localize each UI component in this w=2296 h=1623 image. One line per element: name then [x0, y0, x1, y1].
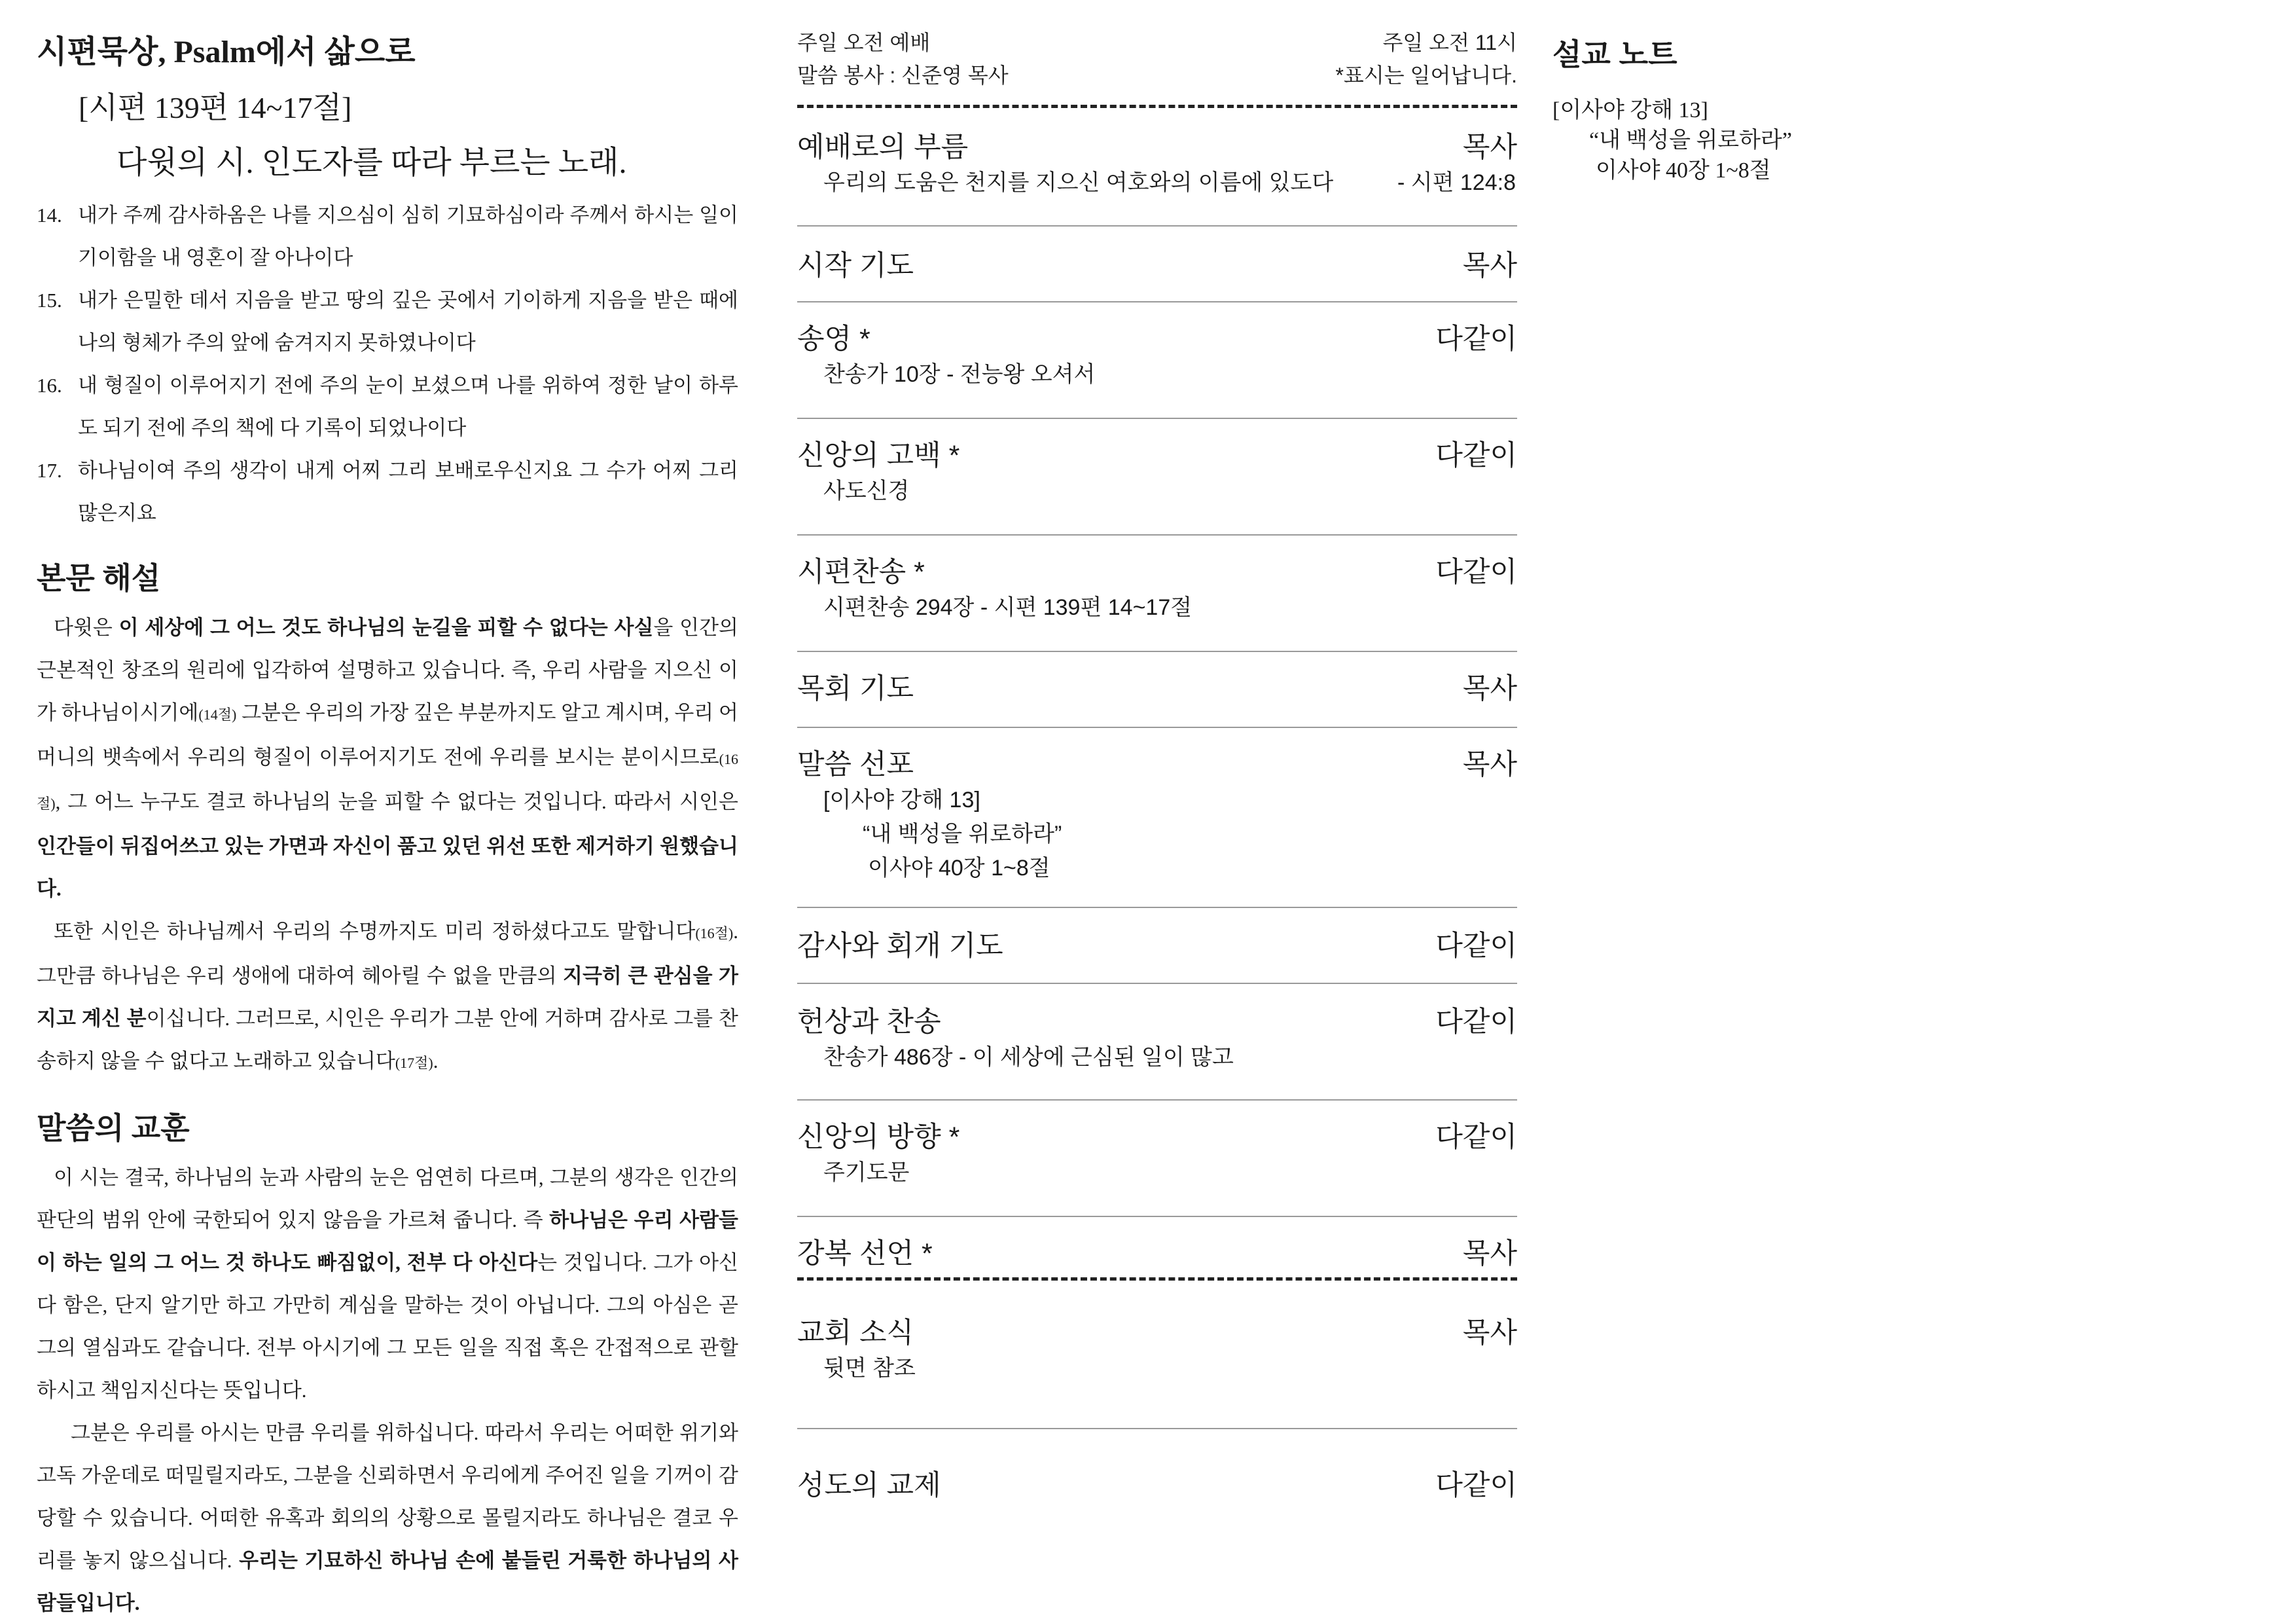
order-item: [797, 227, 1517, 302]
order-item-detail: 뒷면 참조: [823, 1356, 916, 1381]
order-item-title: 송영 *: [797, 323, 870, 355]
meditation-column: [37, 26, 738, 1623]
service-name: 주일 오전 예배: [797, 31, 931, 54]
explanation-paragraph-1: 다윗은 이 세상에 그 어느 것도 하나님의 눈길을 피할 수 없다는 사실을 인간의 근본적인 창조의 원리에 입각하여 설명하고 있습니다. 즉, 우리 사람을 지으신 이가 하나님이시기에(14절) 그분은 우리의 가장 깊은 부분까지도 알고 계시며, 우리 어머니의 뱃속에서 우리의 형질이 이루어지기도 전에 우리를 보시는 분이시므로(16절), 그 어느 누구도 결코 하나님의 눈을 피할 수 없다는 것입니다. 따라서 시인은 인간들이 뒤집어쓰고 있는 가면과 자신이 품고 있던 위선 또한 제거하기 원했습니다.: [37, 616, 738, 900]
verse-item: [37, 279, 738, 364]
order-item-leader: 목사: [1462, 249, 1517, 282]
order-item-reference: - 시편 124:8: [1397, 170, 1516, 195]
lesson-paragraph-1: 이 시는 결국, 하나님의 눈과 사람의 눈은 엄연히 다르며, 그분의 생각은 인간의 판단의 범위 안에 국한되어 있지 않음을 가르쳐 줍니다. 즉 하나님은 우리 사람들이 하는 일의 그 어느 것 하나도 빠짐없이, 전부 다 아신다는 것입니다. 그가 아신다 함은, 단지 알기만 하고 가만히 계심을 말하는 것이 아닙니다. 그의 아심은 곧 그의 열심과도 같습니다. 전부 아시기에 그 모든 일을 직접 혹은 간접적으로 관할하시고 책임지신다는 뜻입니다.: [37, 1166, 738, 1402]
order-item-leader: 다같이: [1435, 1006, 1517, 1038]
sermon-series: [이사야 강해 13]: [823, 788, 980, 812]
order-item: [797, 1429, 1517, 1508]
order-item-title: 강복 선언 *: [797, 1237, 933, 1269]
order-item-detail: 찬송가 486장 - 이 세상에 근심된 일이 많고: [823, 1045, 1234, 1070]
order-item-title: 말씀 선포: [797, 748, 914, 780]
verse-number: 14.: [37, 204, 62, 227]
scripture-reference: [시편 139편 14~17절]: [79, 91, 352, 124]
meditation-title: 시편묵상, Psalm에서 삶으로: [37, 35, 416, 69]
order-item-leader: 다같이: [1435, 1469, 1517, 1501]
order-item: [797, 302, 1517, 419]
order-item: [797, 908, 1517, 984]
order-item: [797, 652, 1517, 728]
order-item-title: 성도의 교제: [797, 1469, 941, 1501]
order-item-leader: 목사: [1462, 1317, 1517, 1349]
order-item-title: 목회 기도: [797, 672, 914, 704]
order-item: [797, 1281, 1517, 1429]
stand-note: *표시는 일어납니다.: [1335, 64, 1517, 87]
order-item: [797, 1217, 1517, 1277]
verse-item: [37, 364, 738, 449]
order-item: [797, 728, 1517, 908]
order-item-title: 신앙의 방향 *: [797, 1121, 960, 1153]
order-item-leader: 다같이: [1435, 930, 1517, 962]
preacher: 말씀 봉사 : 신준영 목사: [797, 64, 1009, 87]
order-item-detail: 시편찬송 294장 - 시편 139편 14~17절: [823, 595, 1193, 620]
sermon-title: “내 백성을 위로하라”: [863, 822, 1062, 847]
order-item-leader: 목사: [1462, 131, 1517, 163]
explanation-paragraph-2: 또한 시인은 하나님께서 우리의 수명까지도 미리 정하셨다고도 말합니다(16절). 그만큼 하나님은 우리 생애에 대하여 헤아릴 수 없을 만큼의 지극히 큰 관심을 가지고 계신 분이십니다. 그러므로, 시인은 우리가 그분 안에 거하며 감사로 그를 찬송하지 않을 수 없다고 노래하고 있습니다(17절).: [37, 920, 738, 1072]
order-item-detail: 우리의 도움은 천지를 지으신 여호와의 이름에 있도다: [823, 170, 1334, 195]
verse-number: 17.: [37, 459, 62, 482]
section-title-lesson: 말씀의 교훈: [37, 1112, 190, 1145]
service-header: [797, 26, 1517, 98]
order-item: [797, 1101, 1517, 1217]
notes-passage: 이사야 40장 1~8절: [1596, 158, 1771, 183]
sermon-notes-column: [1552, 26, 1919, 186]
order-item-leader: 목사: [1462, 672, 1517, 704]
order-item: [797, 536, 1517, 652]
order-item: [797, 108, 1517, 227]
order-item-leader: 다같이: [1435, 439, 1517, 471]
order-item-leader: 목사: [1462, 748, 1517, 780]
notes-series: [이사야 강해 13]: [1552, 98, 1708, 122]
section-title-explanation: 본문 해설: [37, 562, 161, 595]
sermon-passage: 이사야 40장 1~8절: [868, 856, 1050, 881]
notes-sermon-title: “내 백성을 위로하라”: [1589, 128, 1792, 153]
order-item-leader: 목사: [1462, 1237, 1517, 1269]
order-item: [797, 419, 1517, 536]
order-item-leader: 다같이: [1435, 323, 1517, 355]
verse-text: 하나님이여 주의 생각이 내게 어찌 그리 보배로우신지요 그 수가 어찌 그리 많은지요: [78, 459, 738, 524]
order-item-title: 예배로의 부름: [797, 131, 969, 163]
order-item-title: 헌상과 찬송: [797, 1006, 941, 1038]
verse-list: [37, 194, 738, 534]
lesson-paragraph-2: 그분은 우리를 아시는 만큼 우리를 위하십니다. 따라서 우리는 어떠한 위기와 고독 가운데로 떠밀릴지라도, 그분을 신뢰하면서 우리에게 주어진 일을 기꺼이 감당할 수 있습니다. 어떠한 유혹과 회의의 상황으로 몰릴지라도 하나님은 결코 우리를 놓지 않으십니다. 우리는 기묘하신 하나님 손에 붙들린 거룩한 하나님의 사람들입니다.: [37, 1421, 738, 1614]
verse-number: 16.: [37, 374, 62, 397]
order-item-detail: 찬송가 10장 - 전능왕 오셔서: [823, 362, 1096, 387]
verse-text: 내가 은밀한 데서 지음을 받고 땅의 깊은 곳에서 기이하게 지음을 받은 때에 나의 형체가 주의 앞에 숨겨지지 못하였나이다: [78, 289, 738, 354]
order-item-leader: 다같이: [1435, 1121, 1517, 1153]
order-item-title: 교회 소식: [797, 1317, 914, 1349]
verse-number: 15.: [37, 289, 62, 312]
service-time: 주일 오전 11시: [1382, 31, 1517, 54]
order-item-leader: 다같이: [1435, 556, 1517, 588]
order-item-title: 감사와 회개 기도: [797, 930, 1003, 962]
order-item: [797, 984, 1517, 1101]
worship-order-column: [797, 26, 1517, 1508]
psalm-subtitle: 다윗의 시. 인도자를 따라 부르는 노래.: [117, 145, 627, 180]
verse-item: [37, 194, 738, 279]
verse-item: [37, 449, 738, 534]
verse-text: 내가 주께 감사하옴은 나를 지으심이 심히 기묘하심이라 주께서 하시는 일이 기이함을 내 영혼이 잘 아나이다: [78, 204, 738, 269]
verse-text: 내 형질이 이루어지기 전에 주의 눈이 보셨으며 나를 위하여 정한 날이 하루도 되기 전에 주의 책에 다 기록이 되었나이다: [78, 374, 738, 439]
notes-title: 설교 노트: [1552, 37, 1677, 71]
order-item-title: 신앙의 고백 *: [797, 439, 960, 471]
order-item-detail: 사도신경: [823, 479, 910, 503]
order-item-title: 시작 기도: [797, 249, 914, 282]
order-item-title: 시편찬송 *: [797, 556, 925, 588]
order-item-detail: 주기도문: [823, 1160, 910, 1185]
